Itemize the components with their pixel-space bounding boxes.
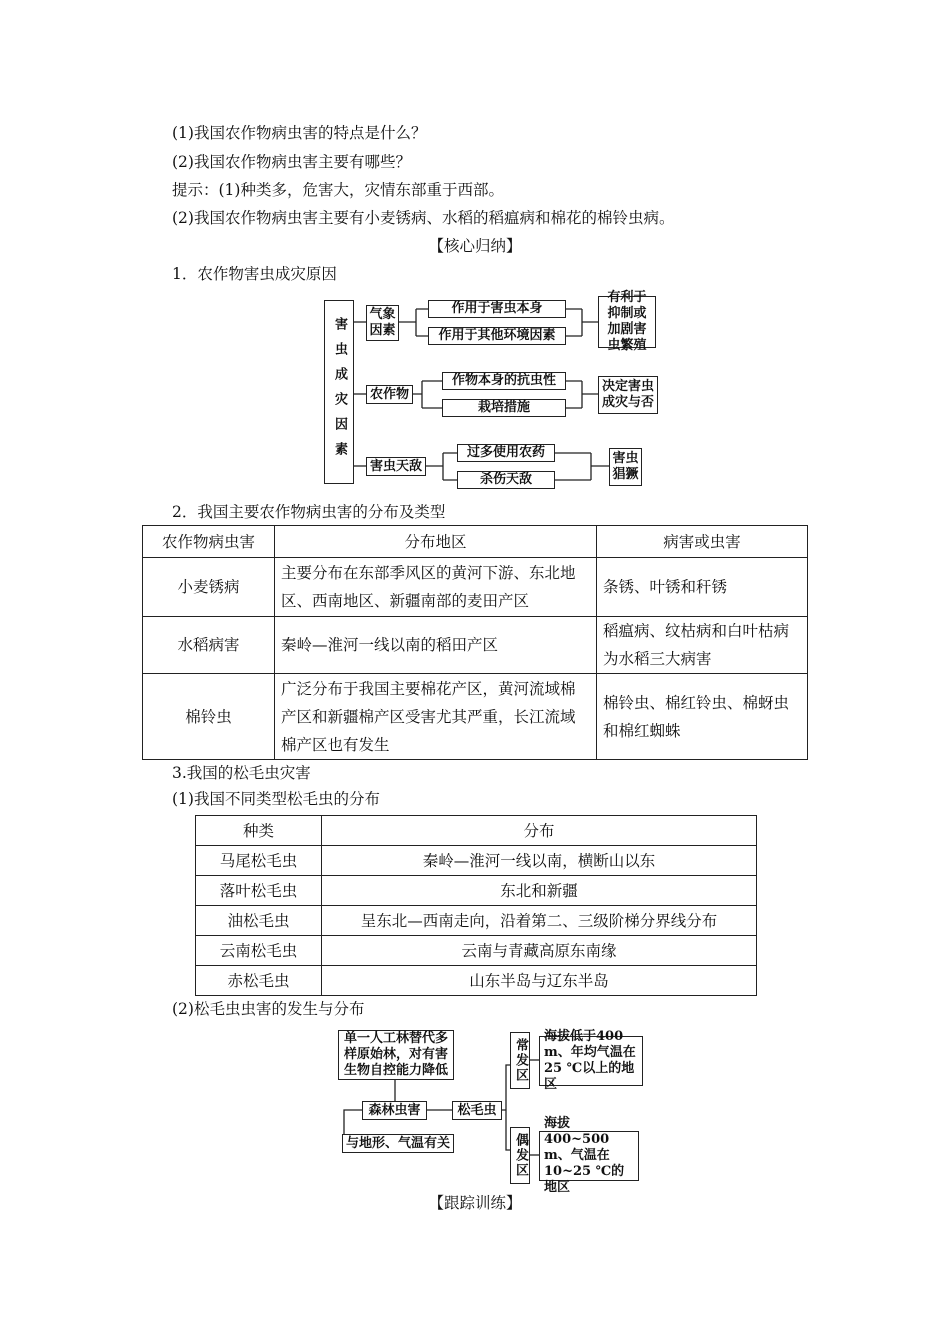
forest-pest-box: 森林虫害 [362, 1101, 427, 1120]
table-cell: 秦岭—淮河一线以南的稻田产区 [275, 617, 597, 674]
table-cell: 秦岭—淮河一线以南，横断山以东 [322, 846, 757, 876]
factor-crop-box: 农作物 [366, 385, 413, 404]
table-cell: 云南与青藏高原东南缘 [322, 936, 757, 966]
hint-1: 提示：(1)种类多，危害大，灾情东部重于西部。 [172, 181, 504, 199]
factor-enemy-box: 害虫天敌 [366, 457, 426, 476]
factor-weather-sub2: 作用于其他环境因素 [428, 327, 566, 345]
occasional-area-label: 偶发区 [513, 1133, 528, 1178]
item-3-sub-1: (1)我国不同类型松毛虫的分布 [172, 790, 380, 808]
factor-crop-sub1: 作物本身的抗虫性 [442, 372, 566, 390]
table-cell: 山东半岛与辽东半岛 [322, 966, 757, 996]
table-cell: 水稻病害 [143, 617, 275, 674]
table-header: 种类 [196, 816, 322, 846]
item-3-title: 3.我国的松毛虫灾害 [172, 764, 311, 782]
table-cell: 马尾松毛虫 [196, 846, 322, 876]
cause-box: 单一人工林替代多样原始林，对有害生物自控能力降低 [338, 1030, 454, 1080]
item-3-sub-2: (2)松毛虫虫害的发生与分布 [172, 1000, 365, 1018]
table-cell: 稻瘟病、纹枯病和白叶枯病为水稻三大病害 [597, 617, 808, 674]
table-header: 农作物病虫害 [143, 526, 275, 558]
question-1: (1)我国农作物病虫害的特点是什么？ [172, 124, 427, 142]
table-cell: 棉铃虫 [143, 674, 275, 760]
frequent-area-box [510, 1032, 530, 1089]
factor-weather-sub1: 作用于害虫本身 [428, 300, 566, 318]
table-cell: 油松毛虫 [196, 906, 322, 936]
factor-crop-result: 决定害虫成灾与否 [598, 376, 658, 414]
factor-enemy-sub2: 杀伤天敌 [457, 471, 555, 489]
footer-title: 【跟踪训练】 [428, 1194, 522, 1212]
item-2-title: 2．我国主要农作物病虫害的分布及类型 [172, 503, 446, 521]
table-header: 病害或虫害 [597, 526, 808, 558]
table-cell: 落叶松毛虫 [196, 876, 322, 906]
table-header: 分布 [322, 816, 757, 846]
factor-weather-box: 气象因素 [366, 305, 399, 341]
table-cell: 赤松毛虫 [196, 966, 322, 996]
table-cell: 条锈、叶锈和秆锈 [597, 558, 808, 617]
table-cell: 主要分布在东部季风区的黄河下游、东北地区、西南地区、新疆南部的麦田产区 [275, 558, 597, 617]
question-2: (2)我国农作物病虫害主要有哪些？ [172, 153, 411, 171]
frequent-area-desc: 海拔低于400 m、年均气温在25 ℃以上的地区 [539, 1036, 643, 1086]
table-cell: 棉铃虫、棉红铃虫、棉蚜虫和棉红蜘蛛 [597, 674, 808, 760]
factor-enemy-sub1: 过多使用农药 [457, 444, 555, 462]
occasional-area-box [510, 1127, 530, 1184]
table-header: 分布地区 [275, 526, 597, 558]
pine-caterpillar-box: 松毛虫 [452, 1101, 502, 1120]
table-cell: 广泛分布于我国主要棉花产区，黄河流域棉产区和新疆棉产区受害尤其严重，长江流域棉产区也有发生 [275, 674, 597, 760]
occasional-area-desc: 海拔400~500 m、气温在10~25 ℃的地区 [539, 1131, 639, 1181]
table-cell: 云南松毛虫 [196, 936, 322, 966]
table-cell: 东北和新疆 [322, 876, 757, 906]
table-cell: 呈东北—西南走向，沿着第二、三级阶梯分界线分布 [322, 906, 757, 936]
factor-enemy-result: 害虫猖獗 [609, 448, 642, 486]
frequent-area-label: 常发区 [513, 1038, 528, 1083]
item-1-title: 1．农作物害虫成灾原因 [172, 265, 337, 283]
hint-2: (2)我国农作物病虫害主要有小麦锈病、水稻的稻瘟病和棉花的棉铃虫病。 [172, 209, 675, 227]
terrain-box: 与地形、气温有关 [342, 1134, 454, 1153]
factor-crop-sub2: 栽培措施 [442, 399, 566, 417]
factor-weather-result: 有利于抑制或加剧害虫繁殖 [598, 296, 656, 348]
root-label: 害虫成灾因素 [332, 317, 347, 467]
section-title: 【核心归纳】 [428, 237, 522, 255]
table-cell: 小麦锈病 [143, 558, 275, 617]
